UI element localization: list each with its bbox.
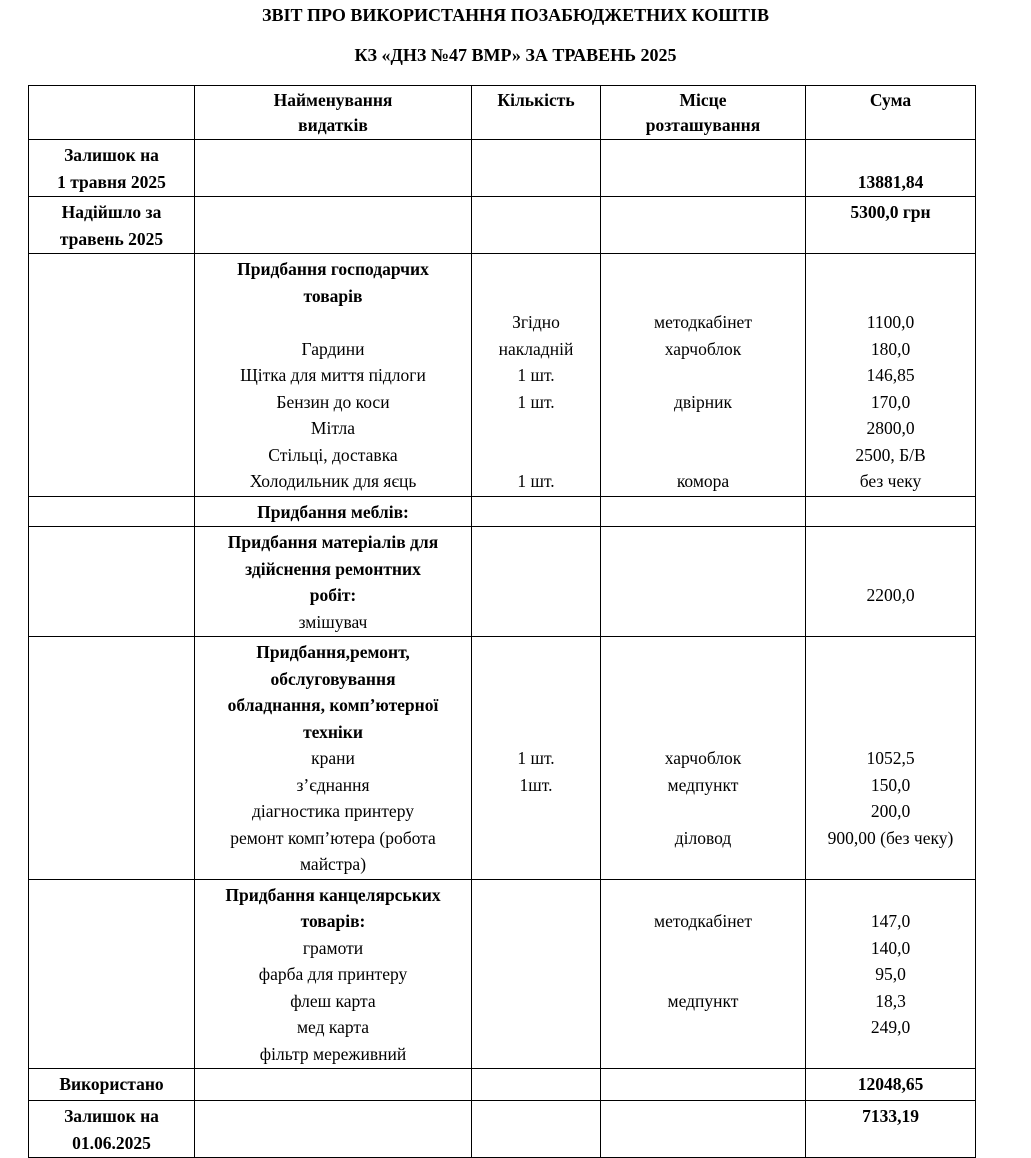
- list-item: Гардини: [301, 338, 365, 359]
- balance-end-label: Залишок на 01.06.2025: [29, 1101, 195, 1158]
- list-item: з’єднання: [296, 774, 370, 795]
- list-item: діагностика принтеру: [252, 801, 414, 821]
- list-item: ремонт комп’ютера (робота: [230, 827, 436, 848]
- list-item: флеш карта: [290, 990, 376, 1011]
- list-item: грамоти: [302, 937, 364, 958]
- repair-materials-heading: Придбання матеріалів для: [227, 532, 439, 552]
- balance-end-sum: 7133,19: [806, 1101, 976, 1158]
- received-row: [29, 197, 976, 254]
- header-place: Місце розташування: [601, 86, 806, 140]
- list-item: Стільці, доставка: [268, 444, 398, 465]
- list-item: фільтр мереживний: [259, 1043, 407, 1064]
- equipment-row: [29, 637, 976, 880]
- used-row: [29, 1069, 976, 1101]
- household-places: методкабінет харчоблок двірник комора: [601, 254, 806, 497]
- household-sums: 1100,0 180,0 146,85 170,0 2800,0 2500, Б/В без чеку: [806, 254, 976, 497]
- balance-end-row: [29, 1101, 976, 1158]
- equipment-items: Придбання,ремонт, обслуговування обладнання, комп’ютерної техніки крани з’єднання діагностика принтеру ремонт комп’ютера (робота майстра): [195, 637, 472, 880]
- household-items: Придбання господарчих товарів Гардини Щітка для миття підлоги Бензин до коси Мітла Стільці, доставка Холодильник для яєць: [195, 254, 472, 497]
- household-heading: Придбання господарчих: [237, 259, 429, 279]
- received-sum: 5300,0 грн: [806, 197, 976, 254]
- list-item: фарба для принтеру: [258, 964, 408, 984]
- household-row: [29, 254, 976, 497]
- list-item: Мітла: [310, 418, 356, 438]
- header-sum: Сума: [806, 86, 976, 140]
- office-sums: 147,0 140,0 95,0 18,3 249,0: [806, 879, 976, 1069]
- list-item: змішувач: [298, 611, 368, 632]
- furniture-heading: Придбання меблів:: [195, 496, 472, 527]
- list-item: Щітка для миття підлоги: [240, 365, 426, 385]
- office-heading: Придбання канцелярських: [225, 884, 441, 905]
- furniture-row: [29, 496, 976, 527]
- office-items: Придбання канцелярських товарів: грамоти фарба для принтеру флеш карта мед карта фільтр мереживний: [195, 879, 472, 1069]
- repair-materials-sum: 2200,0: [806, 527, 976, 637]
- received-label: Надійшло за травень 2025: [29, 197, 195, 254]
- household-qty: Згідно накладній 1 шт. 1 шт. 1 шт.: [472, 254, 601, 497]
- header-name: Найменування видатків: [195, 86, 472, 140]
- list-item: крани: [311, 748, 355, 768]
- list-item: Холодильник для яєць: [249, 471, 417, 491]
- equipment-qty: 1 шт. 1шт.: [472, 637, 601, 880]
- report-title: ЗВІТ ПРО ВИКОРИСТАННЯ ПОЗАБЮДЖЕТНИХ КОШТІВ: [261, 5, 770, 25]
- used-sum: 12048,65: [806, 1069, 976, 1101]
- list-item: мед карта: [296, 1017, 370, 1037]
- balance-start-label: Залишок на 1 травня 2025: [29, 140, 195, 197]
- equipment-heading: Придбання,ремонт,: [256, 642, 410, 662]
- office-places: методкабінет медпункт: [601, 879, 806, 1069]
- balance-start-row: [29, 140, 976, 197]
- repair-materials-row: [29, 527, 976, 637]
- table-header-row: [29, 86, 976, 140]
- equipment-sums: 1052,5 150,0 200,0 900,00 (без чеку): [806, 637, 976, 880]
- expenses-table: [28, 85, 976, 1158]
- report-subtitle: КЗ «ДНЗ №47 ВМР» ЗА ТРАВЕНЬ 2025: [354, 45, 677, 65]
- list-item: майстра): [299, 854, 367, 874]
- used-label: Використано: [29, 1069, 195, 1101]
- office-row: [29, 879, 976, 1069]
- balance-start-sum: 13881,84: [806, 140, 976, 197]
- header-empty-cell: [29, 86, 195, 140]
- header-qty: Кількість: [472, 86, 601, 140]
- repair-materials-items: Придбання матеріалів для здійснення ремонтних робіт: змішувач: [195, 527, 472, 637]
- equipment-places: харчоблок медпункт діловод: [601, 637, 806, 880]
- list-item: Бензин до коси: [276, 391, 390, 412]
